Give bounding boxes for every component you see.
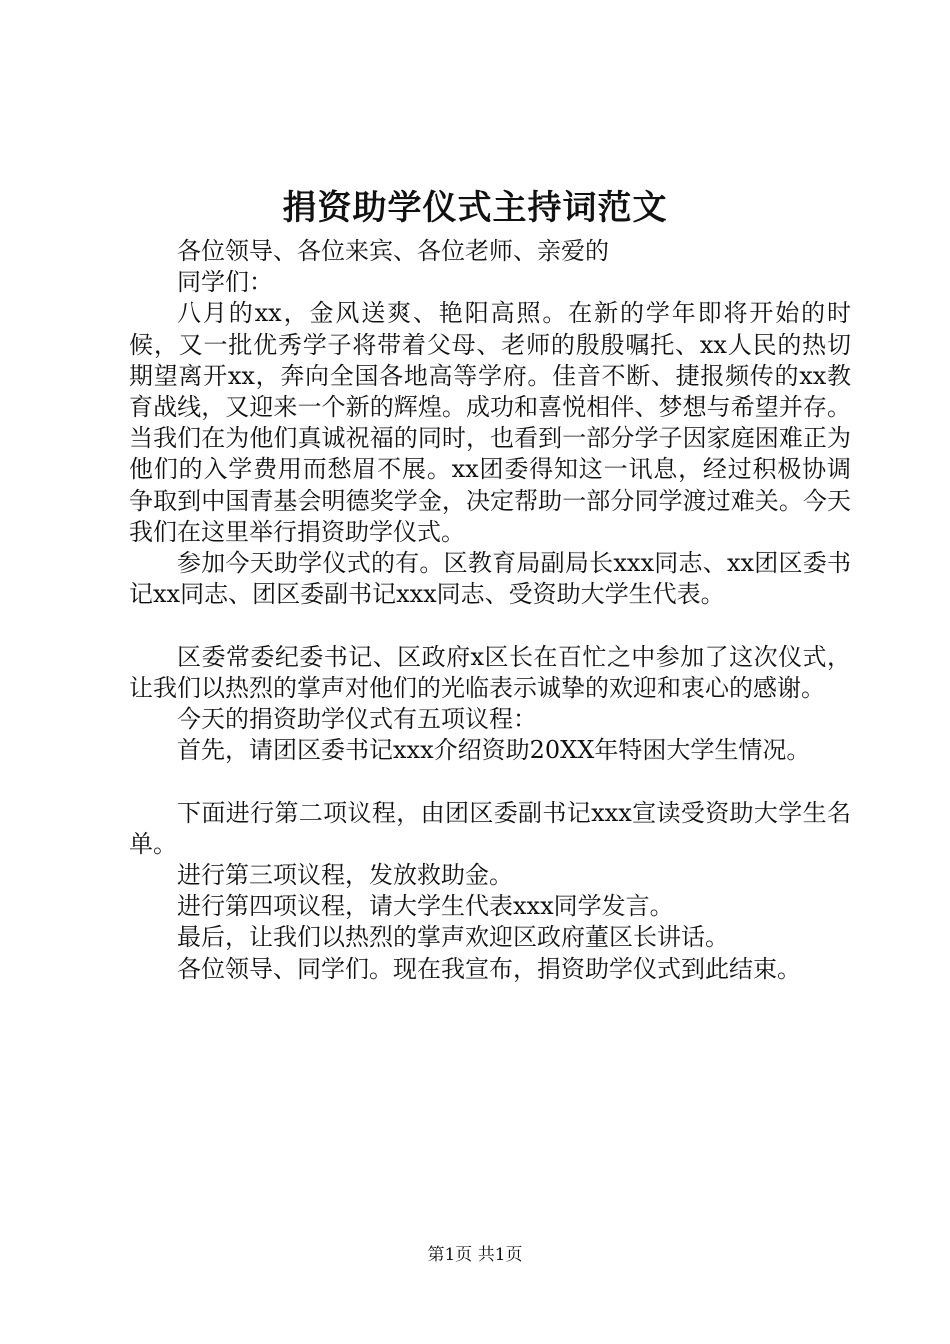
paragraph-agenda: 今天的捐资助学仪式有五项议程： (177, 705, 537, 734)
paragraph-greeting: 各位领导、各位来宾、各位老师、亲爱的 (177, 237, 609, 265)
paragraph-greeting-continued: 同学们： (177, 268, 273, 297)
paragraph-agenda-item-5: 最后，让我们以热烈的掌声欢迎区政府董区长讲话。 (177, 923, 729, 952)
paragraph-agenda-item-4: 进行第四项议程，请大学生代表xxx同学发言。 (177, 892, 674, 921)
document-title: 捐资助学仪式主持词范文 (282, 188, 668, 228)
paragraph-agenda-item-1: 首先，请团区委书记xxx介绍资助20XX年特困大学生情况。 (177, 736, 811, 765)
paragraph-closing: 各位领导、同学们。现在我宣布，捐资助学仪式到此结束。 (177, 954, 801, 983)
paragraph-agenda-item-3: 进行第三项议程，发放救助金。 (177, 861, 513, 890)
paragraph-welcome: 区委常委纪委书记、区政府x区长在百忙之中参加了这次仪式，让我们以热烈的掌声对他们的光临表示诚挚的欢迎和衷心的感谢。 (129, 642, 851, 702)
paragraph-attendees: 参加今天助学仪式的有。区教育局副局长xxx同志、xx团区委书记xx同志、团区委副书记xxx同志、受资助大学生代表。 (129, 549, 851, 609)
document-body (129, 236, 851, 985)
page-footer: 第1页 共1页 (427, 1245, 523, 1265)
paragraph-intro: 八月的xx，金风送爽、艳阳高照。在新的学年即将开始的时候，又一批优秀学子将带着父母、老师的殷殷嘱托、xx人民的热切期望离开xx，奔向全国各地高等学府。佳音不断、捷报频传的xx教育战线，又迎来一个新的辉煌。成功和喜悦相伴、梦想与希望并存。当我们在为他们真诚祝福的同时，也看到一部分学子因家庭困难正为他们的入学费用而愁眉不展。xx团委得知这一讯息，经过积极协调争取到中国青基会明德奖学金，决定帮助一部分同学渡过难关。今天我们在这里举行捐资助学仪式。 (129, 299, 851, 546)
paragraph-agenda-item-2: 下面进行第二项议程，由团区委副书记xxx宣读受资助大学生名单。 (129, 798, 851, 858)
